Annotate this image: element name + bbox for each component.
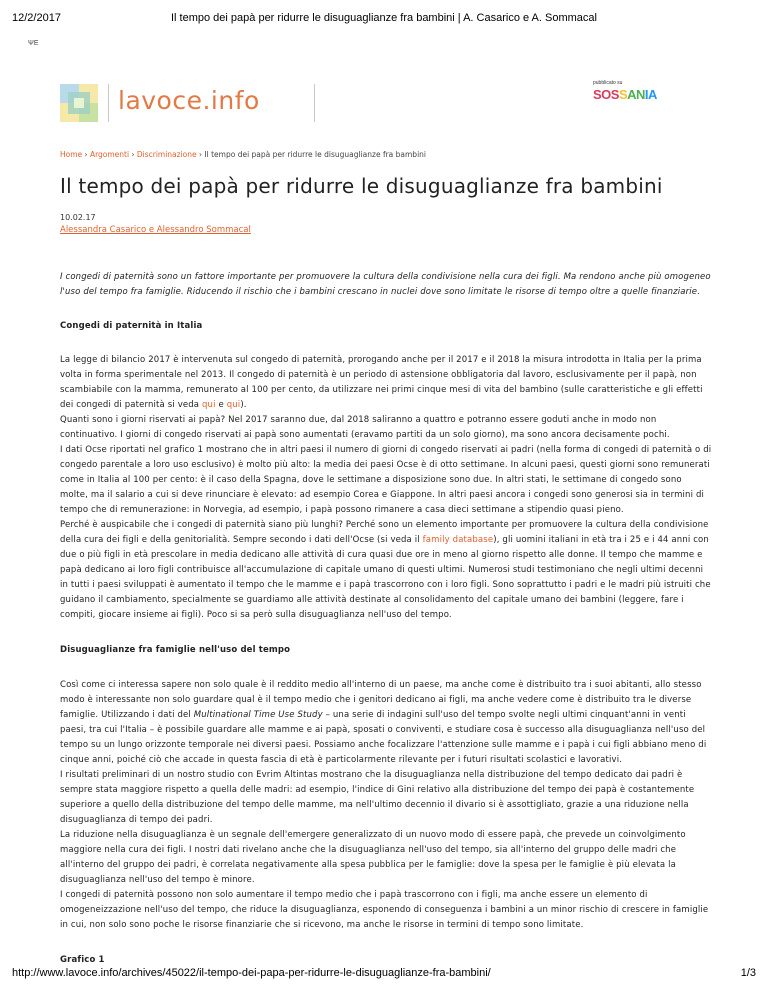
logo-divider [108,84,109,122]
publisher-caption: pubblicato su [593,80,623,86]
paragraph: La legge di bilancio 2017 è intervenuta sul congedo di paternità, prorogando anche per il 2017 e il 2018 la misura introdotta in Italia per la prima volta in forma sperimentale nel 2013. Il congedo di paternità è un periodo di astensione obbligatoria dal lavoro, esclusivamente per il papà, non scambiabile con la mamma, remunerato al 100 per cento, da utilizzare nei primi cinque mesi di vita del bambino (sulle caratteristiche e gli effetti dei congedi di paternità si veda qui e qui). [60,355,703,410]
paragraph: La riduzione nella disuguaglianza è un segnale dell'emergere generalizzato di un nuovo modo di essere papà, che prevede un coinvolgimento maggiore nella cura dei figli. I nostri dati rivelano anche che la disuguaglianza nell'uso del tempo, sia all'interno del gruppo delle madri che all'interno del gruppo dei padri, è correlata negativamente alla spesa pubblica per le famiglie: dove la spesa per le famiglie è più elevata la disuguaglianza nell'uso del tempo è minore. [60,830,686,885]
print-footer-page: 1/3 [740,967,756,979]
chart-heading: Grafico 1 [60,955,105,965]
logo-mark-icon [60,84,98,122]
article-lead: I congedi di paternità sono un fattore importante per promuovere la cultura della condivisione nella cura dei figli. Ma rendono anche più omogeneo l'uso del tempo fra famiglie. Riducendo il rischio che i bambini crescano in nuclei dove sono limitate le risorse di tempo oltre a quelle finanziarie. [60,272,711,297]
link-qui[interactable]: qui [202,400,216,410]
logo-divider [314,84,315,122]
publisher-logo: SOSSANIA [593,87,657,102]
publisher-badge[interactable] [593,80,657,102]
breadcrumb-current: Il tempo dei papà per ridurre le disuguaglianze fra bambini [204,150,426,159]
paragraph: Così come ci interessa sapere non solo quale è il reddito medio all'interno di un paese, ma anche come è distribuito tra i suoi abitanti, allo stesso modo è interessante non solo guardare qual è il tempo medio che i genitori dedicano ai figli, ma anche vedere come è distribuito tra le diverse famiglie. Utilizzando i dati del Multinational Time Use Study – una serie di indagini sull'uso del tempo svolte negli ultimi cinquant'anni in venti paesi, tra cui l'Italia – è possibile guardare alle mamme e ai papà, sposati o conviventi, e studiare cosa è successo alla disuguaglianza nell'uso del tempo su un lungo orizzonte temporale nei diversi paesi. Possiamo anche focalizzare l'attenzione sulle mamme e i papà i cui figli abbiano meno di cinque anni, poiché ciò che accade in questa fascia di età è particolarmente rilevante per i futuri risultati scolastici e lavorativi. [60,680,707,765]
article-body [60,270,712,968]
breadcrumb-discriminazione[interactable]: Discriminazione [136,150,197,159]
print-title: Il tempo dei papà per ridurre le disuguaglianze fra bambini | A. Casarico e A. Sommacal [171,12,597,24]
breadcrumb-home[interactable]: Home [60,150,83,159]
section-heading: Disuguaglianze fra famiglie nell'uso del tempo [60,645,291,655]
print-footer-url: http://www.lavoce.info/archives/45022/il-tempo-dei-papa-per-ridurre-le-disuguaglianze-fra-bambini/ [12,967,491,979]
paragraph: Perché è auspicabile che i congedi di paternità siano più lunghi? Perché sono un elemento importante per promuovere la cultura della condivisione della cura dei figli e della genitorialità. Sempre secondo i dati dell'Ocse (si veda il family database), gli uomini italiani in età tra i 25 e i 44 anni con due o più figli in età prescolare in media dedicano alle attività di cura quasi due ore in meno al giorno rispetto alle donne. Il tempo che mamme e papà dedicano ai loro figli contribuisce all'accumulazione di capitale umano di questi ultimi. Numerosi studi testimoniano che negli ultimi decenni in tutti i paesi sviluppati è aumentato il tempo che le mamme e i papà trascorrono con i loro figli. Sono soprattutto i padri e le madri più istruiti che guidano il cambiamento, specialmente se guardiamo alle attività destinate al consolidamento del capitale umano dei bambini (leggere, fare i compiti, giocare insieme ai figli). Poco si sa però sulla disuguaglianza nell'uso del tempo. [60,520,711,620]
article-date: 10.02.17 [60,213,96,222]
article-title: Il tempo dei papà per ridurre le disuguaglianze fra bambini [60,174,663,198]
paragraph: I congedi di paternità possono non solo aumentare il tempo medio che i papà trascorrono con i figli, ma anche essere un elemento di omogeneizzazione nell'uso del tempo, che riduce la disuguaglianza, esponendo di conseguenza i bambini a un minor rischio di crescere in famiglie in cui, non solo sono poche le risorse finanziarie che si ricevono, ma anche le risorse in termini di tempo sono limitate. [60,890,709,930]
print-date: 12/2/2017 [12,12,61,24]
paragraph: I risultati preliminari di un nostro studio con Evrim Altintas mostrano che la disuguaglianza nella distribuzione del tempo dedicato dai padri è sempre stata maggiore rispetto a quella delle madri: ad esempio, l'indice di Gini relativo alla distribuzione del tempo dei papà è costantemente superiore a quello della distribuzione del tempo delle mamme, ma nell'ultimo decennio il divario si è assottigliato, grazie a una riduzione nella disuguaglianza di tempo dei padri. [60,770,695,825]
paragraph: Quanti sono i giorni riservati ai papà? Nel 2017 saranno due, dal 2018 saliranno a quattro e potranno essere goduti anche in modo non continuativo. I giorni di congedo riservati ai papà sono aumentati (eravamo partiti da un solo giorno), ma sono ancora decisamente pochi. [60,415,670,440]
section-heading: Congedi di paternità in Italia [60,321,203,331]
link-qui[interactable]: qui [226,400,241,410]
corner-mark: ΨE [28,40,39,47]
link-family-database[interactable]: family database [422,535,494,545]
logo-text: lavoce.info [118,86,260,115]
breadcrumb-argomenti[interactable]: Argomenti [89,150,130,159]
article-authors[interactable]: Alessandra Casarico e Alessandro Sommacal [60,225,251,235]
breadcrumb: Home › Argomenti › Discriminazione › Il tempo dei papà per ridurre le disuguaglianze fra bambini [60,150,426,159]
paragraph: I dati Ocse riportati nel grafico 1 mostrano che in altri paesi il numero di giorni di congedo riservati ai padri (nella forma di congedi di paternità o di congedo parentale a loro uso esclusivo) è molto più alto: la media dei paesi Ocse è di otto settimane. In alcuni paesi, questi giorni sono remunerati come in Italia al 100 per cento: è il caso della Spagna, dove le settimane a disposizione sono due. In altri stati, le settimane di congedo sono molte, ma il salario a cui si deve rinunciare è elevato: ad esempio Corea e Giappone. In altri paesi ancora i congedi sono generosi sia in termini di tempo che di remunerazione: in Norvegia, ad esempio, i papà possono rimanere a casa dieci settimane a stipendio quasi pieno. [60,445,712,515]
